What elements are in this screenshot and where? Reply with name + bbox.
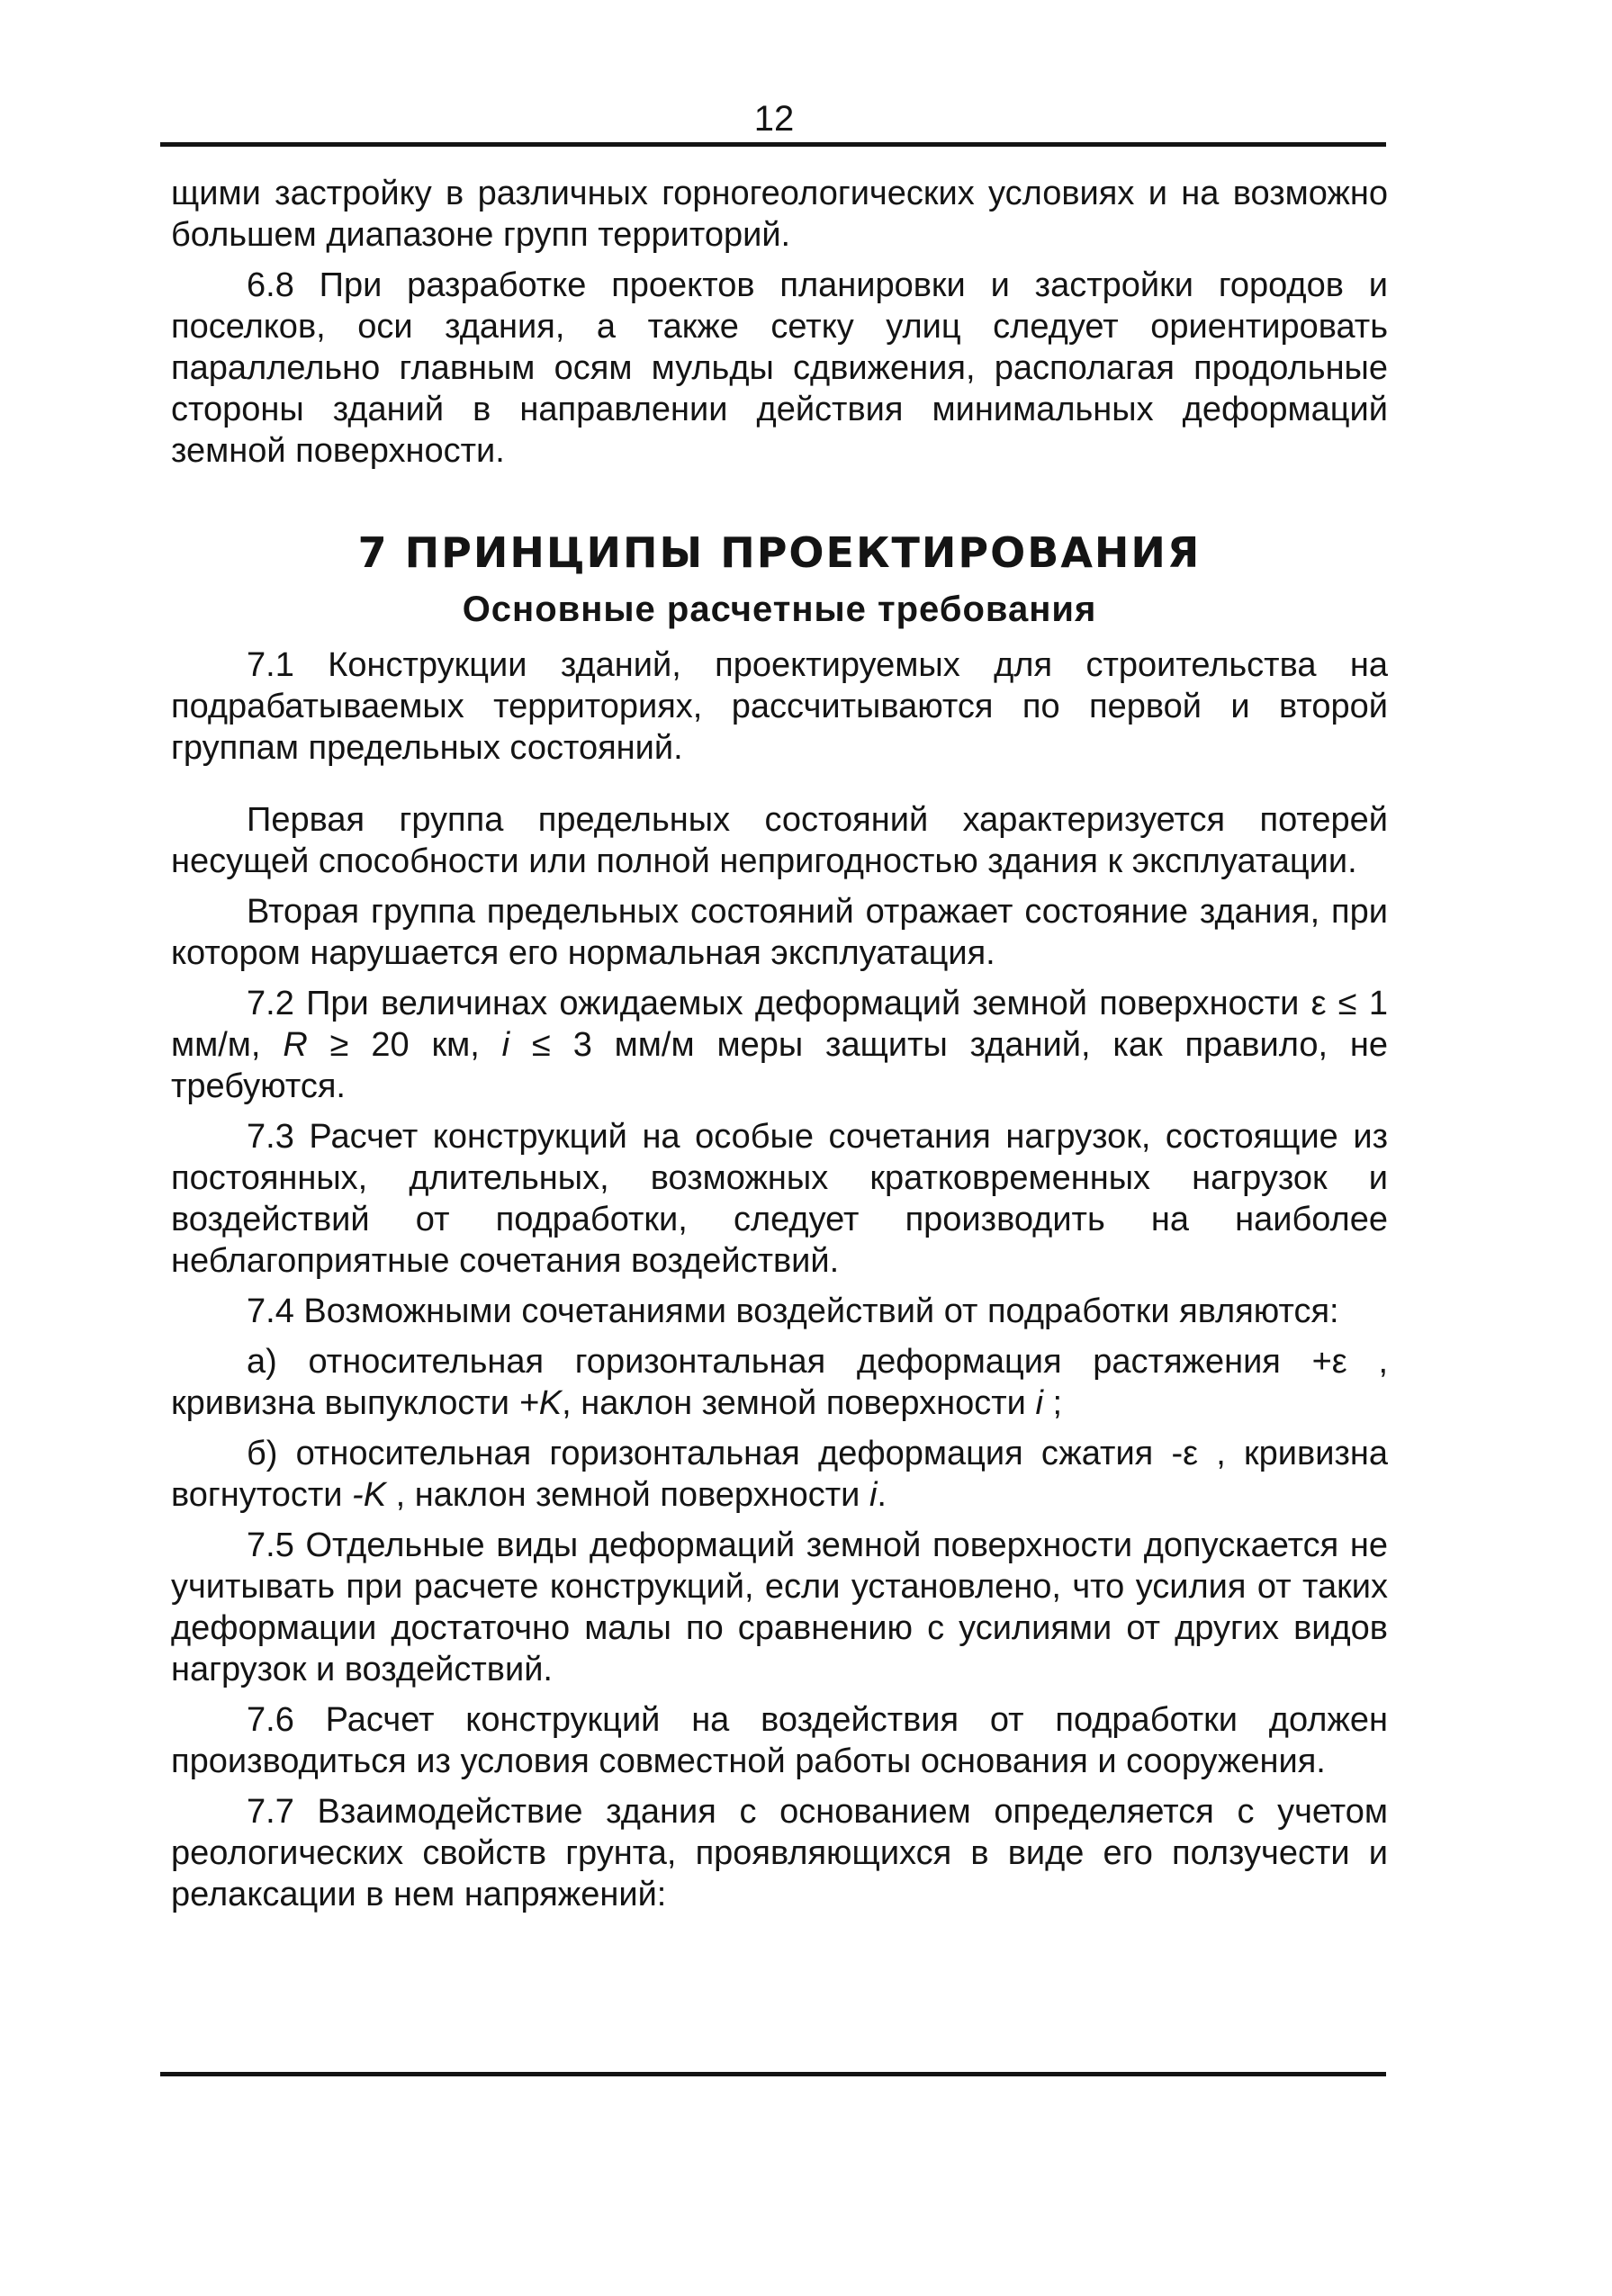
i-symbol: i: [501, 1026, 510, 1064]
i-symbol-b: i: [869, 1476, 878, 1514]
k-plus-symbol: +K: [518, 1384, 563, 1422]
paragraph-7-5: 7.5 Отдельные виды деформаций земной поверхности допускается не учитывать при расчете конструкций, если установлено, что усилия от таких деформации достаточно малы по сравнению с усилиями от других видов нагрузок и воздействий.: [171, 1526, 1388, 1688]
paragraph-b: [171, 1433, 1388, 1516]
subsection-title: Основные расчетные требования: [462, 590, 1097, 629]
paragraph-b-middle: , наклон земной поверхности: [386, 1476, 869, 1514]
paragraph-6-8: 6.8 При разработке проектов планировки и застройки городов и поселков, оси здания, а также сетку улиц следует ориентировать параллельно главным осям мульды сдвижения, располагая продольные стороны зданий в направлении действия минимальных деформаций земной поверхности.: [171, 266, 1388, 470]
r-symbol: R: [283, 1026, 308, 1064]
paragraph-continuation: щими застройку в различных горногеологических условиях и на возможно большем диапазоне групп территорий.: [171, 175, 1388, 254]
paragraph-7-2-prefix: 7.2 При величинах ожидаемых деформаций земной поверхности ε ≤ 1 мм/м,: [171, 985, 1388, 1064]
paragraph-7-2: [171, 983, 1388, 1107]
paragraph-a: [171, 1341, 1388, 1424]
paragraph-7-3: 7.3 Расчет конструкций на особые сочетания нагрузок, состоящие из постоянных, длительных, возможных кратковременных нагрузок и воздействий от подработки, следует производить на наиболее неблагоприятные сочетания воздействий.: [171, 1118, 1388, 1280]
header-rule: [160, 142, 1386, 147]
paragraph-second-group: Вторая группа предельных состояний отражает состояние здания, при котором нарушается его нормальная эксплуатация.: [171, 893, 1388, 972]
paragraph-7-2-suffix: ≤ 3 мм/м меры защиты зданий, как правило, не требуются.: [171, 1026, 1388, 1105]
body-text: [171, 173, 1388, 1924]
k-minus-symbol: -K: [352, 1476, 387, 1514]
r-condition: ≥ 20 км,: [307, 1026, 502, 1064]
paragraph-b-suffix: .: [877, 1476, 887, 1514]
footer-rule: [160, 2072, 1386, 2076]
page-number: 12: [753, 99, 795, 139]
paragraph-b-prefix: б) относительная горизонтальная деформация сжатия -ε , кривизна вогнутости: [171, 1435, 1388, 1514]
paragraph-7-7: 7.7 Взаимодействие здания с основанием определяется с учетом реологических свойств грунта, проявляющихся в виде его ползучести и релаксации в нем напряжений:: [171, 1793, 1388, 1913]
section-title: 7 ПРИНЦИПЫ ПРОЕКТИРОВАНИЯ: [357, 528, 1202, 577]
paragraph-a-prefix: а) относительная горизонтальная деформация растяжения +ε , кривизна выпуклости: [171, 1343, 1388, 1422]
paragraph-a-middle: , наклон земной поверхности: [562, 1384, 1036, 1422]
paragraph-7-4: 7.4 Возможными сочетаниями воздействий от подработки являются:: [247, 1292, 1339, 1330]
paragraph-7-6: 7.6 Расчет конструкций на воздействия от подработки должен производиться из условия совместной работы основания и сооружения.: [171, 1701, 1388, 1780]
paragraph-first-group: Первая группа предельных состояний характеризуется потерей несущей способности или полной непригодностью здания к эксплуатации.: [171, 801, 1388, 880]
paragraph-a-suffix: ;: [1042, 1384, 1063, 1422]
paragraph-7-1: 7.1 Конструкции зданий, проектируемых для строительства на подрабатываемых территориях, рассчитываются по первой и второй группам предельных состояний.: [171, 646, 1388, 767]
i-symbol-a: i: [1035, 1384, 1043, 1422]
